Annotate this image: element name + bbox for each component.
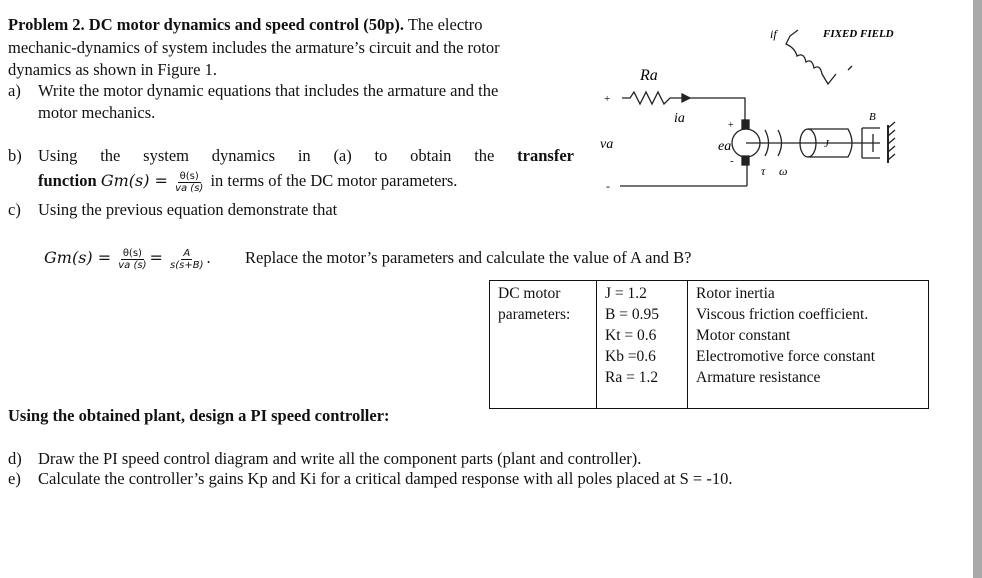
problem-title: Problem 2. DC motor dynamics and speed control (50p).: [8, 15, 404, 34]
j-label: J: [824, 138, 829, 150]
ra-label: Ra: [640, 67, 658, 84]
omega-label: ω: [779, 164, 788, 178]
fraction: [175, 171, 203, 194]
design-heading: [8, 406, 390, 426]
ea-plus: +: [728, 120, 734, 131]
word: in: [297, 146, 311, 165]
part-d-label: d): [8, 449, 22, 468]
va-label: va: [600, 137, 614, 152]
param-value: B = 0.95: [605, 306, 659, 323]
param-value: Kb =0.6: [605, 348, 656, 365]
part-e-label: e): [8, 469, 21, 488]
gm-formula: Gm(s) =: [44, 248, 112, 267]
denominator: va (s): [118, 259, 147, 271]
numerator: θ(s): [122, 247, 142, 259]
word: Using: [38, 146, 78, 165]
fixed-field-label: FIXED FIELD: [823, 28, 894, 40]
param-description: Electromotive force constant: [696, 348, 876, 365]
va-minus: -: [606, 179, 610, 193]
gm-formula: Gm(s) =: [100, 171, 168, 190]
va-plus: +: [604, 93, 611, 105]
word: obtain: [410, 146, 452, 165]
word: the: [100, 146, 121, 165]
word-transfer: transfer: [517, 146, 574, 165]
table-values: [597, 281, 688, 409]
equals: =: [149, 248, 163, 267]
part-d-line: Draw the PI speed control diagram and write all the component parts (plant and controller).: [38, 449, 642, 468]
part-a-line1: Write the motor dynamic equations that includes the armature and the: [38, 81, 499, 100]
numerator: θ(s): [179, 170, 199, 182]
param-value: J = 1.2: [605, 285, 647, 302]
design-heading-text: Using the obtained plant, design a PI speed controller:: [8, 406, 390, 425]
intro-text: The electro: [407, 15, 483, 34]
part-e-line: Calculate the controller’s gains Kp and Ki for a critical damped response with all poles placed at S = -10.: [38, 469, 733, 488]
fraction-2: [170, 248, 203, 271]
dc-motor-figure: [590, 0, 920, 200]
ea-minus: -: [730, 155, 734, 167]
problem-title-line: [8, 15, 483, 35]
word: to: [374, 146, 388, 165]
param-description: Motor constant: [696, 327, 791, 344]
word-function: function: [38, 171, 97, 190]
param-description: Rotor inertia: [696, 285, 775, 302]
part-c-label: c): [8, 200, 21, 219]
word: dynamics: [211, 146, 276, 165]
intro-line-3: dynamics as shown in Figure 1.: [8, 60, 217, 79]
if-label: if: [770, 27, 777, 41]
param-value: Kt = 0.6: [605, 327, 657, 344]
b-label: B: [869, 111, 876, 123]
numerator: A: [183, 247, 191, 259]
intro-line-2: mechanic-dynamics of system includes the armature’s circuit and the rotor: [8, 38, 500, 57]
param-value: Ra = 1.2: [605, 369, 659, 386]
param-description: Viscous friction coefficient.: [696, 306, 869, 323]
field-coil: [786, 36, 836, 84]
motor-parameters-table: [489, 280, 929, 409]
part-c-replace: Replace the motor’s parameters and calculate the value of A and B?: [245, 248, 692, 267]
word: system: [143, 146, 189, 165]
table-descriptions: [688, 281, 929, 409]
part-c-line: Using the previous equation demonstrate that: [38, 200, 338, 219]
ia-label: ia: [674, 111, 685, 126]
part-a-line2: motor mechanics.: [38, 103, 156, 122]
param-description: Armature resistance: [696, 369, 821, 386]
period: .: [206, 248, 211, 267]
denominator: va (s): [175, 182, 204, 194]
denominator: s(s+B): [170, 259, 204, 271]
part-b-rest: in terms of the DC motor parameters.: [210, 171, 458, 190]
word: the: [474, 146, 495, 165]
part-b-line2: [38, 168, 457, 194]
tau-label: τ: [761, 164, 766, 178]
part-c-formula: [44, 244, 211, 272]
part-b-label: b): [8, 146, 22, 165]
ea-label: ea: [718, 139, 732, 154]
fraction-1: [118, 248, 146, 271]
table-header: DC motor parameters:: [498, 285, 571, 323]
scrollbar[interactable]: [973, 0, 982, 578]
part-b-line1: [38, 146, 574, 166]
word: (a): [333, 146, 352, 165]
part-a-label: a): [8, 81, 21, 100]
